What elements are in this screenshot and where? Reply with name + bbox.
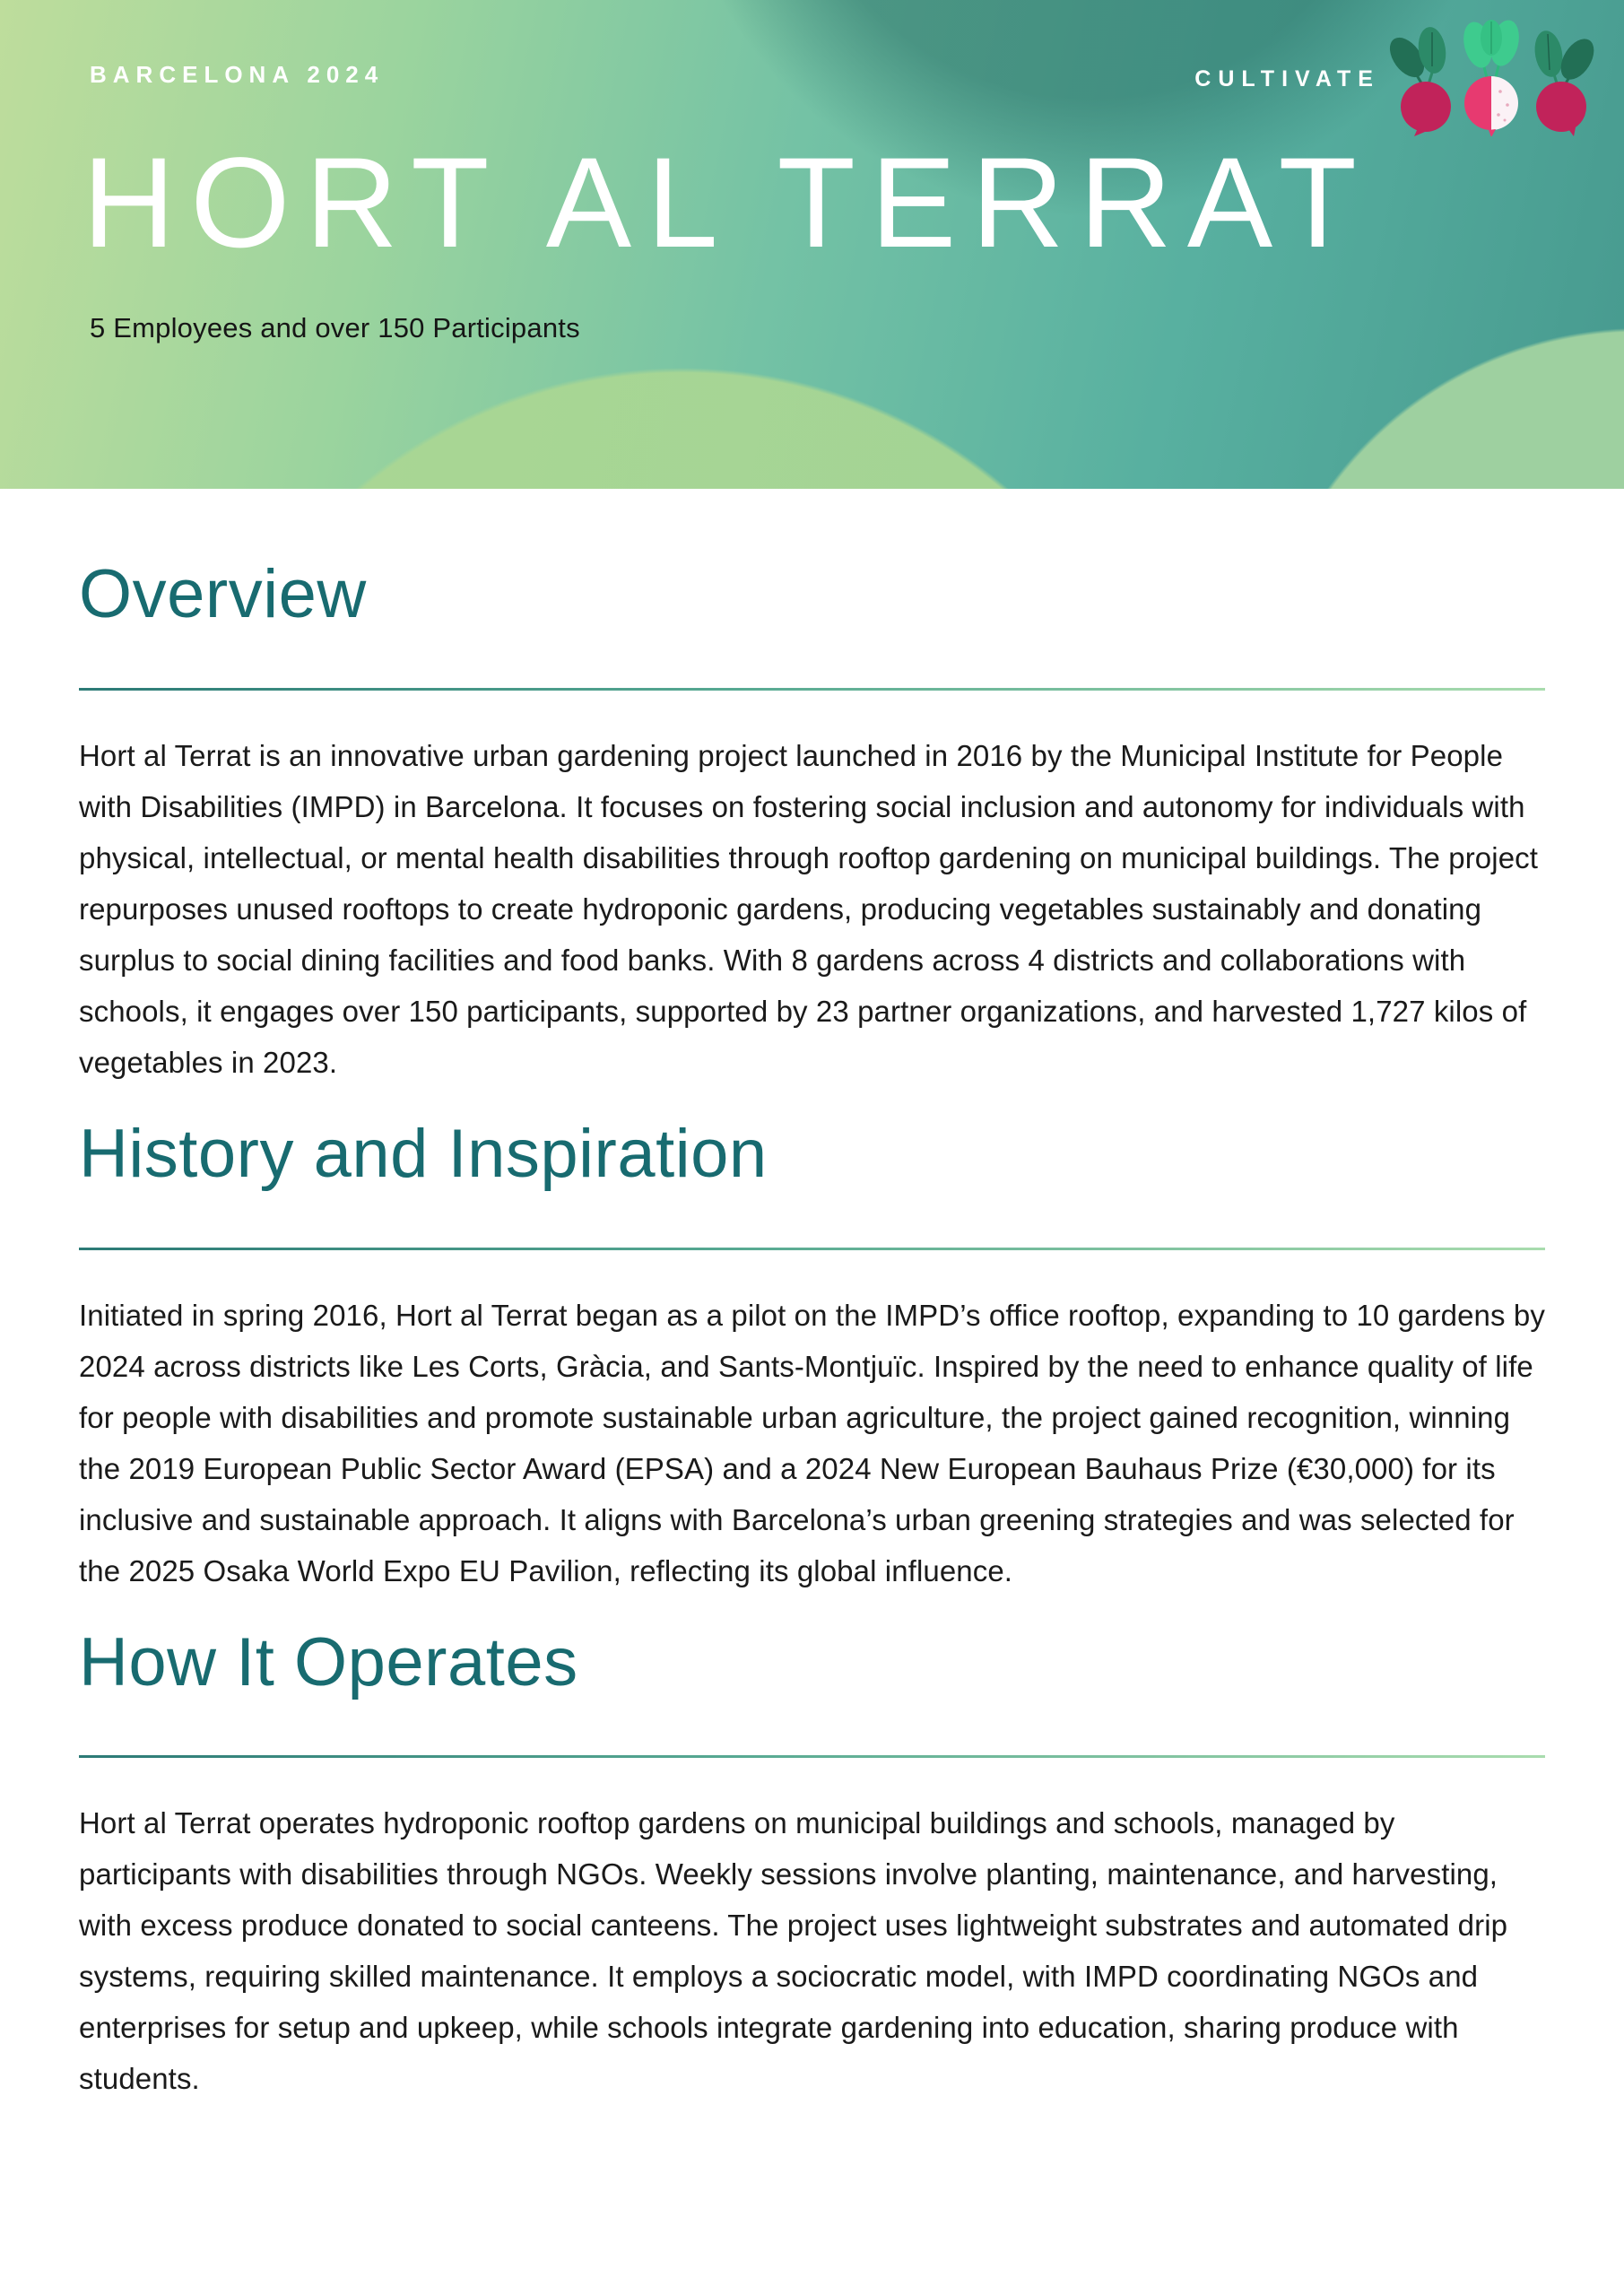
section-overview: [79, 556, 1545, 1088]
section-how-it-operates: [79, 1623, 1545, 2105]
event-label: BARCELONA 2024: [90, 61, 385, 88]
section-body: Hort al Terrat operates hydroponic rooftop gardens on municipal buildings and schools, managed by participants with disabilities through NGOs. Weekly sessions involve planting, maintenance, and harvesting, with excess produce donated to social canteens. The project uses lightweight substrates and automated drip systems, requiring skilled maintenance. It employs a sociocratic model, with IMPD coordinating NGOs and enterprises for setup and upkeep, while schools integrate gardening into education, sharing produce with students.: [79, 1806, 1508, 2096]
section-heading: History and Inspiration: [79, 1115, 768, 1192]
radish-left-icon: [1387, 25, 1451, 136]
report-content: [0, 556, 1624, 2104]
page-title: HORT AL TERRAT: [83, 132, 1372, 274]
header-banner: [0, 0, 1624, 489]
radish-right-icon: [1532, 29, 1601, 136]
page-subtitle: 5 Employees and over 150 Participants: [90, 312, 580, 344]
radish-middle-icon: [1459, 20, 1524, 136]
section-body: Initiated in spring 2016, Hort al Terrat began as a pilot on the IMPD’s office rooftop, expanding to 10 gardens by 2024 across districts like Les Corts, Gràcia, and Sants-Montjuïc. Inspired by the need to enhance quality of life for people with disabilities and promote sustainable urban agriculture, the project gained recognition, winning the 2019 European Public Sector Award (EPSA) and a 2024 New European Bauhaus Prize (€30,000) for its inclusive and sustainable approach. It aligns with Barcelona’s urban greening strategies and was selected for the 2025 Osaka World Expo EU Pavilion, reflecting its global influence.: [79, 1298, 1545, 1587]
section-divider: [79, 1248, 1545, 1250]
section-heading: Overview: [79, 556, 367, 632]
section-heading: How It Operates: [79, 1623, 578, 1700]
section-history-and-inspiration: [79, 1115, 1545, 1596]
section-divider: [79, 1755, 1545, 1758]
brand-label: CULTIVATE: [1194, 66, 1380, 91]
section-divider: [79, 688, 1545, 691]
radish-trio-icon: [1387, 20, 1602, 136]
section-body: Hort al Terrat is an innovative urban gardening project launched in 2016 by the Municipal Institute for People with Disabilities (IMPD) in Barcelona. It focuses on fostering social inclusion and autonomy for individuals with physical, intellectual, or mental health disabilities through rooftop gardening on municipal buildings. The project repurposes unused rooftops to create hydroponic gardens, producing vegetables sustainably and donating surplus to social dining facilities and food banks. With 8 gardens across 4 districts and collaborations with schools, it engages over 150 participants, supported by 23 partner organizations, and harvested 1,727 kilos of vegetables in 2023.: [79, 738, 1539, 1079]
